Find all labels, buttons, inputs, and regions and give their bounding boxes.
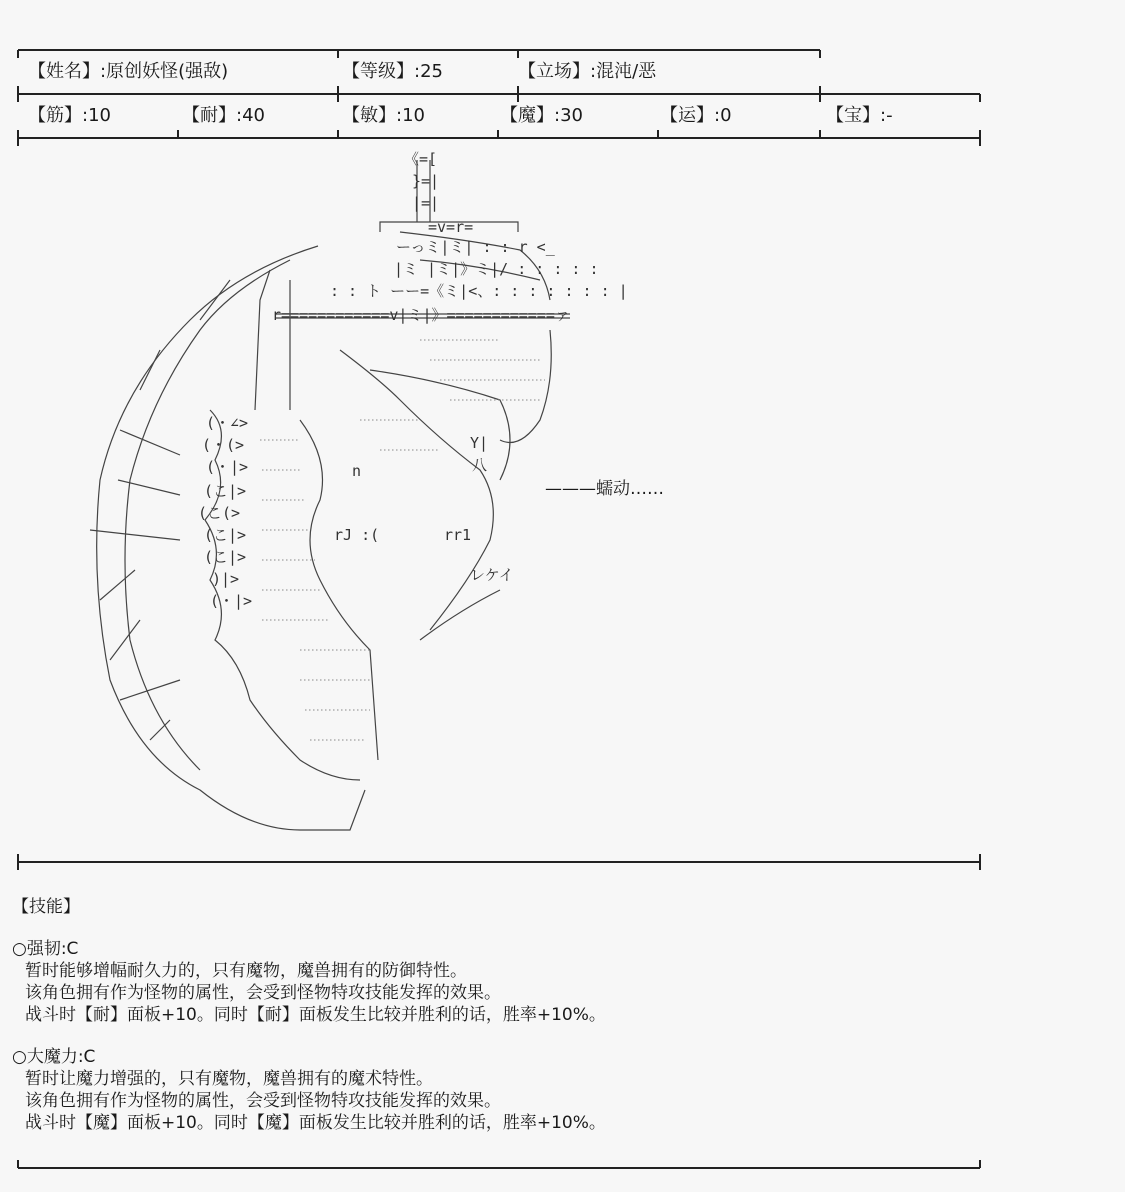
skill-block [12, 1046, 606, 1134]
art-fragment: |ミ |ミ|》ミ|/ : : : : : [394, 260, 599, 278]
art-fragment: : : ト ーー=《ミ|<、: : : : : : : | [330, 282, 628, 300]
skill-block [12, 938, 606, 1026]
stat-endurance: 【耐】:40 [182, 105, 265, 126]
svg-text:)|>: )|> [212, 570, 240, 588]
art-fragment: |=| [412, 194, 440, 212]
name-field: 【姓名】:原创妖怪(强敌) [28, 61, 229, 82]
svg-text:(・∠>: (・∠> [206, 414, 249, 432]
level-field: 【等级】:25 [342, 61, 443, 82]
svg-text:(こ|>: (こ|> [204, 548, 247, 566]
svg-text:(こ(>: (こ(> [198, 504, 241, 522]
svg-text:(・(>: (・(> [202, 436, 245, 454]
art-fragment: }=| [412, 172, 440, 190]
art-fragment: rJ :( [334, 526, 380, 544]
art-fragment: rr1 [444, 526, 472, 544]
skills-section [12, 896, 606, 1154]
stat-magic: 【魔】:30 [500, 105, 583, 126]
stat-strength: 【筋】:10 [28, 105, 111, 126]
stat-luck: 【运】:0 [660, 105, 732, 126]
art-fragment: r============v|ミ|》============ァ [272, 306, 570, 324]
art-fragment: 八 [472, 456, 488, 474]
skill-desc-line: 暂时让魔力增强的，只有魔物，魔兽拥有的魔术特性。 [25, 1069, 433, 1089]
skills-header: 【技能】 [12, 897, 80, 917]
stat-treasure: 【宝】:- [826, 105, 893, 126]
svg-text:(・|>: (・|> [206, 458, 249, 476]
skill-desc-line: 该角色拥有作为怪物的属性，会受到怪物特攻技能发挥的效果。 [25, 1091, 501, 1111]
skill-name: ○强韧:C [12, 939, 79, 959]
art-fragment: Y| [470, 434, 489, 452]
art-fragment: 《=[ [404, 150, 438, 168]
art-fragment: ーっミ|ミ| : : r <_ [396, 238, 555, 256]
art-fragment: =v=r= [428, 218, 474, 236]
alignment-field: 【立场】:混沌/恶 [518, 61, 657, 82]
svg-text:(こ|>: (こ|> [204, 526, 247, 544]
art-fragment: レケイ [470, 566, 514, 584]
motion-callout: ———蠕动…… [545, 479, 664, 499]
svg-text:(こ|>: (こ|> [204, 482, 247, 500]
skill-desc-line: 暂时能够增幅耐久力的，只有魔物，魔兽拥有的防御特性。 [25, 961, 467, 981]
art-fragment: n [352, 462, 362, 480]
skill-desc-line: 战斗时【魔】面板+10。同时【魔】面板发生比较并胜利的话，胜率+10%。 [25, 1113, 606, 1133]
stat-agility: 【敏】:10 [342, 105, 425, 126]
svg-text:(・|>: (・|> [210, 592, 253, 610]
skill-name: ○大魔力:C [12, 1047, 96, 1067]
skill-desc-line: 战斗时【耐】面板+10。同时【耐】面板发生比较并胜利的话，胜率+10%。 [25, 1005, 606, 1025]
skill-desc-line: 该角色拥有作为怪物的属性，会受到怪物特攻技能发挥的效果。 [25, 983, 501, 1003]
